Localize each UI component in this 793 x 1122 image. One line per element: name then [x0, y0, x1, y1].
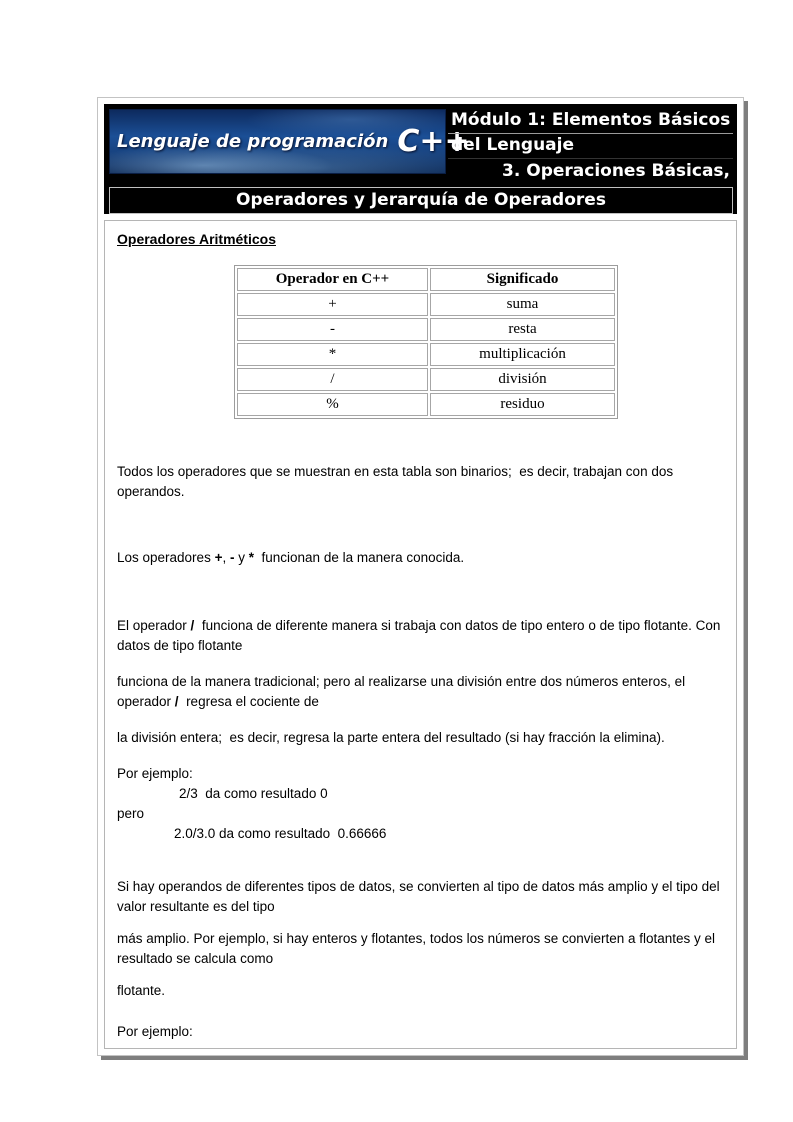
table-cell-meaning: suma [430, 293, 615, 316]
table-row [237, 318, 615, 341]
table-row [237, 293, 615, 316]
example-float-result: 2.0/3.0 da como resultado 0.66666 [174, 826, 387, 841]
paragraph-integer-division: la división entera; es decir, regresa la parte entera del resultado (si hay fracción la elimina). [117, 730, 665, 745]
operators-table-wrap [234, 265, 724, 419]
operator-slash: / [190, 618, 195, 633]
paragraph-known-operators [117, 548, 724, 568]
table-cell-operator: * [237, 343, 428, 366]
text-segment: funciona de la manera tradicional; pero al realizarse una división entre dos números enteros, el operador [117, 674, 689, 709]
paragraph-division-traditional [117, 672, 724, 712]
table-header-operator: Operador en C++ [237, 268, 428, 291]
table-cell-operator: - [237, 318, 428, 341]
example-connector: pero [117, 806, 145, 821]
text-segment: El operador [117, 618, 191, 633]
paragraph-binary-operators: Todos los operadores que se muestran en esta tabla son binarios; es decir, trabajan con dos operandos. [117, 464, 677, 499]
example-intro: Por ejemplo: [117, 766, 193, 781]
table-row [237, 368, 615, 391]
lesson-banner: Operadores y Jerarquía de Operadores [109, 187, 733, 214]
operator-asterisk: * [248, 550, 255, 565]
operator-minus: - [229, 550, 235, 565]
operator-slash: / [174, 694, 179, 709]
text-segment: , [222, 550, 230, 565]
table-cell-operator: % [237, 393, 428, 416]
section-heading: Operadores Aritméticos [117, 231, 276, 247]
page-frame [97, 97, 744, 1056]
course-logo-image [109, 109, 470, 174]
table-row [237, 393, 615, 416]
table-cell-meaning: resta [430, 318, 615, 341]
logo-cpp-text: C++ [397, 124, 470, 159]
paragraph-division-intro [117, 616, 724, 656]
table-header-row [237, 268, 615, 291]
operators-table [234, 265, 618, 419]
paragraph-type-conversion-2: más amplio. Por ejemplo, si hay enteros y flotantes, todos los números se convierten a flotantes y el resultado se calcula como [117, 931, 719, 966]
text-segment: regresa el cociente de [178, 694, 319, 709]
module-title-line1: Módulo 1: Elementos Básicos [448, 109, 733, 134]
text-segment: funciona de diferente manera si trabaja con datos de tipo entero o de tipo flotante. Con datos de tipo flotante [117, 618, 725, 653]
course-header [104, 104, 737, 214]
table-cell-meaning: multiplicación [430, 343, 615, 366]
table-header-significado: Significado [430, 268, 615, 291]
course-header-top [109, 109, 733, 185]
paragraph-type-conversion-1: Si hay operandos de diferentes tipos de datos, se convierten al tipo de datos más amplio y el tipo del valor resultante es del tipo [117, 879, 724, 914]
example-division [117, 764, 724, 844]
logo-caption: Lenguaje de programación [117, 131, 389, 152]
table-row [237, 343, 615, 366]
module-titles [448, 109, 733, 185]
text-segment: y [234, 550, 249, 565]
module-title-line2: del Lenguaje [451, 135, 575, 155]
table-cell-operator: + [237, 293, 428, 316]
text-segment: funcionan de la manera conocida. [254, 550, 465, 565]
paragraph-example-intro: Por ejemplo: [117, 1024, 193, 1039]
page-content [104, 220, 737, 1049]
table-cell-meaning: residuo [430, 393, 615, 416]
table-cell-operator: / [237, 368, 428, 391]
example-int-result: 2/3 da como resultado 0 [179, 786, 328, 801]
text-segment: Los operadores [117, 550, 215, 565]
table-cell-meaning: división [430, 368, 615, 391]
lesson-title: 3. Operaciones Básicas, [448, 158, 733, 185]
paragraph-float-result: flotante. [117, 983, 166, 998]
operator-plus: + [214, 550, 223, 565]
